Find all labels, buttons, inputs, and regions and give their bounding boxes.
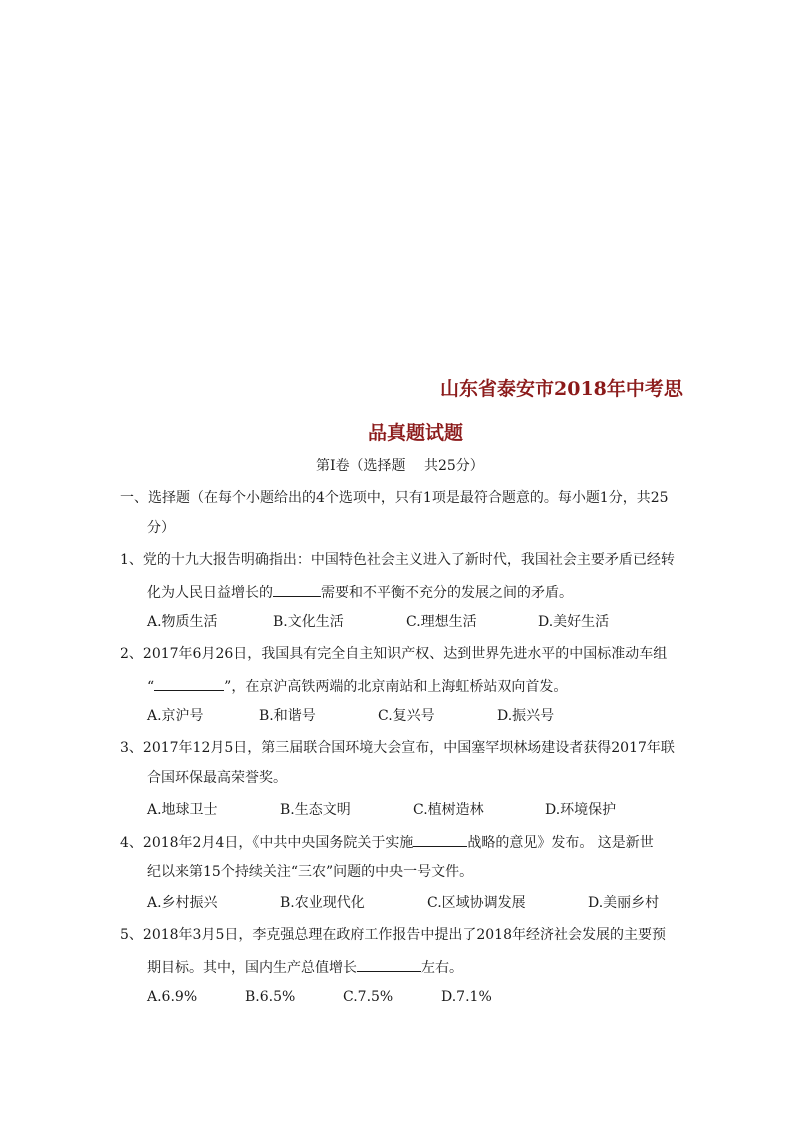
question-3-option-d: D.环境保护 bbox=[545, 802, 617, 818]
title-line-1: 山东省泰安市2018年中考思 bbox=[440, 378, 683, 400]
answer-blank bbox=[357, 957, 421, 972]
question-2-line-1: 2、2017年6月26日，我国具有完全自主知识产权、达到世界先进水平的中国标准动车组 bbox=[120, 646, 668, 662]
section-heading: 第Ⅰ卷（选择题 共25分） bbox=[316, 458, 484, 474]
question-3-option-a: A.地球卫士 bbox=[147, 802, 218, 818]
question-4-text-pre: 4、2018年2月4日，《中共中央国务院关于实施 bbox=[120, 835, 414, 851]
question-4-text-post: 战略的意见》发布。 这是新世 bbox=[467, 835, 654, 851]
question-5-line-2 bbox=[147, 957, 463, 977]
question-2-option-a: A.京沪号 bbox=[147, 708, 204, 724]
instructions-line-1: 一、选择题（在每个小题给出的4个选项中，只有1项是最符合题意的。每小题1分，共25 bbox=[120, 490, 669, 506]
question-2-option-b: B.和谐号 bbox=[259, 708, 316, 724]
answer-blank bbox=[154, 676, 224, 691]
instructions-line-2: 分） bbox=[147, 520, 175, 536]
question-5-text-post: 左右。 bbox=[421, 960, 463, 976]
question-4-option-d: D.美丽乡村 bbox=[588, 895, 660, 911]
question-1-option-c: C.理想生活 bbox=[406, 614, 477, 630]
title-line-2: 品真题试题 bbox=[368, 422, 464, 444]
question-4-option-a: A.乡村振兴 bbox=[147, 895, 218, 911]
question-4-option-b: B.农业现代化 bbox=[280, 895, 365, 911]
question-1-text-pre: 化为人民日益增长的 bbox=[147, 585, 273, 601]
question-1-line-1: 1、党的十九大报告明确指出：中国特色社会主义进入了新时代，我国社会主要矛盾已经转 bbox=[120, 552, 675, 568]
question-3-line-2: 合国环保最高荣誉奖。 bbox=[147, 770, 287, 786]
question-1-option-a: A.物质生活 bbox=[147, 614, 218, 630]
question-3-option-c: C.植树造林 bbox=[413, 802, 484, 818]
question-4-option-c: C.区域协调发展 bbox=[427, 895, 526, 911]
question-5-line-1: 5、2018年3月5日，李克强总理在政府工作报告中提出了2018年经济社会发展的主要预 bbox=[120, 927, 666, 943]
answer-blank bbox=[273, 582, 321, 597]
question-5-option-b: B.6.5% bbox=[245, 989, 296, 1005]
question-2-line-2 bbox=[147, 676, 567, 696]
question-2-text-post: ”，在京沪高铁两端的北京南站和上海虹桥站双向首发。 bbox=[224, 679, 568, 695]
question-2-option-d: D.振兴号 bbox=[497, 708, 555, 724]
question-5-option-a: A.6.9% bbox=[147, 989, 198, 1005]
question-1-option-d: D.美好生活 bbox=[538, 614, 610, 630]
question-5-option-c: C.7.5% bbox=[343, 989, 394, 1005]
question-4-line-1 bbox=[120, 832, 654, 852]
question-1-text-post: 需要和不平衡不充分的发展之间的矛盾。 bbox=[321, 585, 573, 601]
question-4-line-2: 纪以来第15个持续关注“三农”问题的中央一号文件。 bbox=[147, 864, 474, 880]
answer-blank bbox=[413, 832, 467, 847]
question-3-line-1: 3、2017年12月5日，第三届联合国环境大会宣布，中国塞罕坝林场建设者获得2017年联 bbox=[120, 740, 675, 756]
question-5-text-pre: 期目标。其中，国内生产总值增长 bbox=[147, 960, 357, 976]
question-2-text-pre: “ bbox=[147, 679, 155, 695]
question-1-line-2 bbox=[147, 582, 573, 602]
question-5-option-d: D.7.1% bbox=[441, 989, 492, 1005]
question-1-option-b: B.文化生活 bbox=[273, 614, 344, 630]
question-2-option-c: C.复兴号 bbox=[378, 708, 435, 724]
question-3-option-b: B.生态文明 bbox=[280, 802, 351, 818]
